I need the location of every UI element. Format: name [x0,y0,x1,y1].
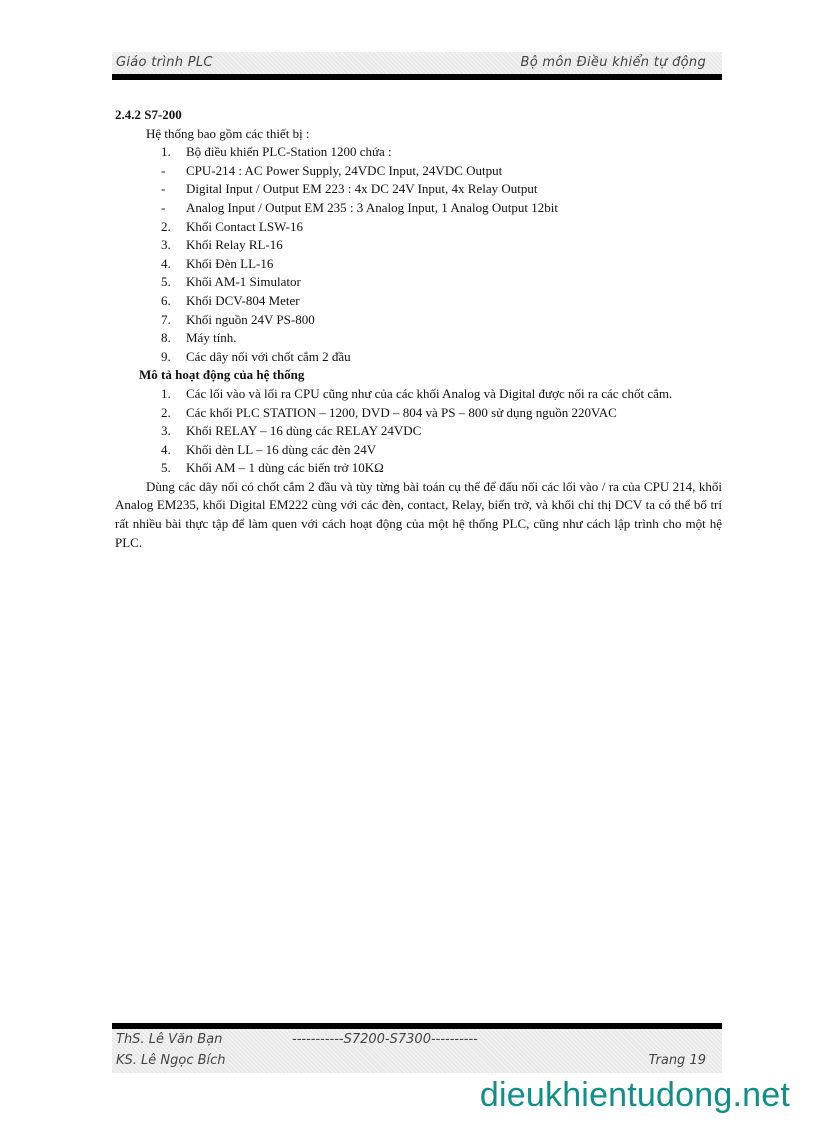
list-item [115,329,722,348]
list-marker: 2. [161,218,171,234]
list-item-text: Các khối PLC STATION – 1200, DVD – 804 và PS – 800 sử dụng nguồn 220VAC [186,404,617,420]
list-item [115,459,722,478]
list-marker: 1. [161,144,171,160]
list-item [115,255,722,274]
list-item [115,441,722,460]
body-paragraph: Dùng các dây nối có chốt cắm 2 đầu và tùy từng bài toán cụ thể để đấu nối các lối vào / ra của CPU 214, khối Analog EM235, khối Digital EM222 cùng với các đèn, contact, Relay, biến trở, và khối chỉ thị DCV ta có thể bố trí rất nhiều bài thực tập để làm quen với cách hoạt động của một hệ thống PLC, cũng như cách lập trình cho một hệ PLC. [115,478,722,550]
section-intro: Hệ thống bao gồm các thiết bị : [146,125,310,141]
section-heading: 2.4.2 S7-200 [115,107,182,122]
list-marker: 9. [161,348,171,364]
list-item [115,143,722,162]
list-item-text: Các lối vào và lối ra CPU cũng như của các khối Analog và Digital được nối ra các chốt cắm. [186,385,673,401]
list-item [115,422,722,441]
page-footer [112,1029,722,1073]
header-department: Bộ môn Điều khiển tự động [520,55,706,70]
page-number: Trang 19 [648,1053,706,1068]
list-marker: 6. [161,292,171,308]
list-marker: 2. [161,404,171,420]
list-item-text: Các dây nối với chốt cắm 2 đầu [186,348,351,364]
footer-author-1: ThS. Lê Văn Bạn [116,1032,223,1047]
list-item [115,162,722,181]
list-item-text: Khối nguồn 24V PS-800 [186,311,315,327]
list-item-text: Khối DCV-804 Meter [186,292,300,308]
page-header [112,52,722,74]
document-body [115,106,722,552]
footer-author-2: KS. Lê Ngọc Bích [116,1053,226,1068]
list-item [115,180,722,199]
list-item-text: CPU-214 : AC Power Supply, 24VDC Input, 24VDC Output [186,162,503,178]
list-marker: - [161,181,166,197]
list-item-text: Khối Relay RL-16 [186,237,283,253]
list-item [115,404,722,423]
list-item-text: Khối dèn LL – 16 dùng các đèn 24V [186,441,377,457]
list-item [115,292,722,311]
footer-course-code: -----------S7200-S7300---------- [292,1032,478,1047]
list-item [115,199,722,218]
header-course-title: Giáo trình PLC [116,55,213,70]
list-marker: 3. [161,423,171,439]
list-marker: 1. [161,385,171,401]
list-marker: 4. [161,441,171,457]
list-marker: 5. [161,274,171,290]
list-marker: - [161,162,166,178]
list-item-text: Khối Đèn LL-16 [186,255,274,271]
header-rule [112,74,722,80]
site-watermark: dieukhientudong.net [479,1076,790,1114]
list-item [115,311,722,330]
list-item-text: Khối AM – 1 dùng các biến trở 10KΩ [186,460,384,476]
list-marker: - [161,199,166,215]
list-item-text: Analog Input / Output EM 235 : 3 Analog Input, 1 Analog Output 12bit [186,199,558,215]
list-item-text: Bộ điều khiển PLC-Station 1200 chứa : [186,144,392,160]
list-marker: 3. [161,237,171,253]
list-item-text: Khối Contact LSW-16 [186,218,303,234]
list-item [115,348,722,367]
list-marker: 5. [161,460,171,476]
list-item-text: Khối AM-1 Simulator [186,274,301,290]
list-item [115,236,722,255]
device-list [115,143,722,366]
operation-heading: Mô tả hoạt động của hệ thống [139,367,305,383]
list-item-text: Digital Input / Output EM 223 : 4x DC 24V Input, 4x Relay Output [186,181,538,197]
list-item [115,273,722,292]
list-item [115,218,722,237]
list-marker: 8. [161,330,171,346]
operation-list [115,385,722,478]
list-item [115,385,722,404]
list-marker: 4. [161,255,171,271]
list-item-text: Khối RELAY – 16 dùng các RELAY 24VDC [186,423,422,439]
list-marker: 7. [161,311,171,327]
list-item-text: Máy tính. [186,330,237,346]
